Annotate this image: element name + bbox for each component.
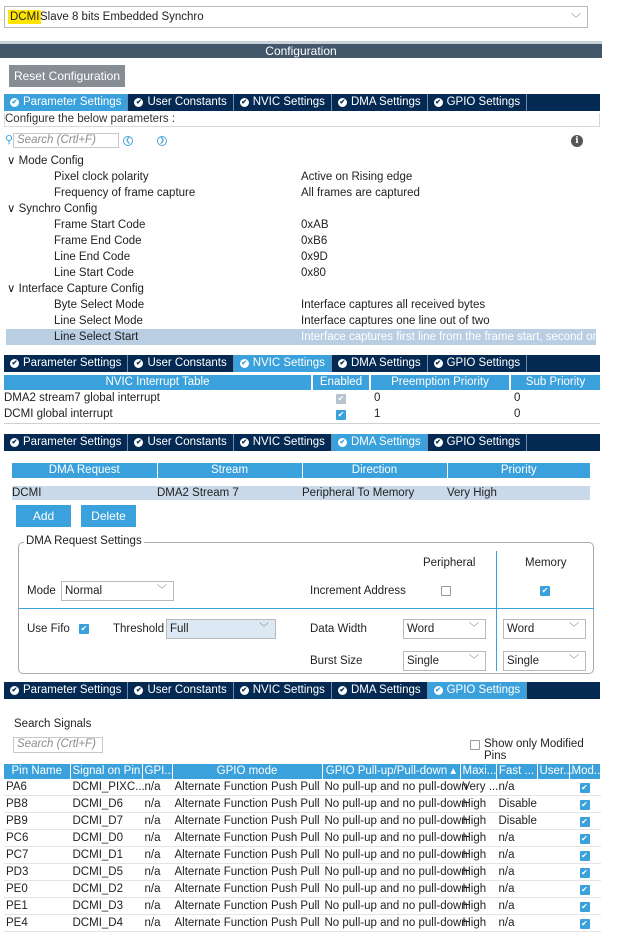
param-name: Line End Code xyxy=(54,251,131,263)
max-speed: High xyxy=(460,881,496,898)
param-value[interactable]: 0x9D xyxy=(301,251,328,263)
chevron-down-icon: ﹀ xyxy=(469,623,479,634)
modified-checkbox[interactable]: ✔ xyxy=(581,868,588,877)
modified-checkbox[interactable]: ✔ xyxy=(581,783,588,792)
modified-checkbox[interactable]: ✔ xyxy=(581,817,588,826)
tab-parameter-settings[interactable] xyxy=(4,94,128,111)
dma-mode-select[interactable] xyxy=(61,581,174,601)
user-label xyxy=(537,847,569,864)
group-mode-config[interactable] xyxy=(7,153,84,169)
signal-search-input[interactable]: Search (Crtl+F) xyxy=(13,737,103,753)
show-modified-checkbox[interactable] xyxy=(470,740,480,750)
data-width-peripheral-value: Word xyxy=(407,623,435,635)
gpio-header[interactable]: GPIO Pull-up/Pull-down ▴ xyxy=(322,764,460,779)
chevron-down-icon: ﹀ xyxy=(157,585,167,596)
param-value[interactable]: All frames are captured xyxy=(301,187,420,199)
fast-mode: n/a xyxy=(496,779,537,796)
tab-gpio-settings[interactable] xyxy=(428,355,528,372)
check-icon: ✔ xyxy=(11,99,18,106)
dma-request: DCMI xyxy=(12,487,42,499)
nvic-header: Preemption Priority xyxy=(370,375,510,390)
add-button[interactable]: Add xyxy=(16,505,71,527)
fast-mode: n/a xyxy=(496,898,537,915)
signal-on-pin: DCMI_D7 xyxy=(70,813,142,830)
param-value[interactable]: 0xB6 xyxy=(301,235,328,247)
tab-bar-parameters xyxy=(4,94,600,111)
modified-checkbox[interactable]: ✔ xyxy=(581,834,588,843)
modified-checkbox[interactable]: ✔ xyxy=(581,851,588,860)
param-value[interactable]: 0xAB xyxy=(301,219,329,231)
dma-mode-value: Normal xyxy=(65,585,103,597)
param-name: Byte Select Mode xyxy=(54,299,145,311)
chevron-down-icon: ﹀ xyxy=(569,655,579,666)
gpio-output-level: n/a xyxy=(142,898,172,915)
group-synchro-config[interactable] xyxy=(7,201,97,217)
signal-on-pin: DCMI_D3 xyxy=(70,898,142,915)
tab-nvic-settings[interactable] xyxy=(234,355,332,372)
tab-dma-settings[interactable] xyxy=(332,434,428,451)
check-icon: ✔ xyxy=(435,360,442,367)
gpio-header[interactable]: Fast ... xyxy=(496,764,537,779)
user-label xyxy=(537,915,569,932)
mode-label: Mode xyxy=(27,585,56,597)
max-speed: High xyxy=(460,796,496,813)
chevron-down-icon: ﹀ xyxy=(571,14,581,25)
table-row[interactable] xyxy=(4,779,600,796)
check-icon: ✔ xyxy=(241,687,248,694)
param-search-input[interactable]: Search (Crtl+F) xyxy=(13,133,119,148)
user-label xyxy=(537,779,569,796)
use-fifo-checkbox[interactable]: ✔ xyxy=(80,624,88,633)
param-name: Line Select Mode xyxy=(54,315,143,327)
check-icon: ✔ xyxy=(435,99,442,106)
check-icon: ✔ xyxy=(241,439,248,446)
nvic-name: DCMI global interrupt xyxy=(4,408,113,420)
gpio-pull: No pull-up and no pull-down xyxy=(322,864,460,881)
nvic-name: DMA2 stream7 global interrupt xyxy=(4,392,160,404)
signal-on-pin: DCMI_D5 xyxy=(70,864,142,881)
gpio-header[interactable]: GPIO mode xyxy=(172,764,322,779)
gpio-mode: Alternate Function Push Pull xyxy=(172,779,322,796)
param-name: Frame Start Code xyxy=(54,219,146,231)
mode-value: Slave 8 bits Embedded Synchro xyxy=(40,11,204,23)
gpio-header[interactable]: Pin Name xyxy=(4,764,70,779)
previous-arrow-icon[interactable]: ❮ xyxy=(123,136,133,146)
param-value[interactable]: Interface captures first line from the frame start, second one b... xyxy=(301,331,624,343)
dcmi-mode-select[interactable] xyxy=(4,6,588,28)
tab-user-constants[interactable] xyxy=(128,94,233,111)
tab-label: User Constants xyxy=(147,684,227,696)
pin-name: PE0 xyxy=(4,881,70,898)
gpio-pull: No pull-up and no pull-down xyxy=(322,881,460,898)
tab-label: NVIC Settings xyxy=(252,96,325,108)
enabled-checkbox: ✔ xyxy=(337,394,345,403)
modified-checkbox[interactable]: ✔ xyxy=(581,902,588,911)
check-icon: ✔ xyxy=(339,99,346,106)
nvic-header: Enabled xyxy=(312,375,370,390)
next-arrow-icon[interactable]: ❯ xyxy=(157,136,167,146)
max-speed: High xyxy=(460,847,496,864)
tab-label: User Constants xyxy=(147,436,227,448)
pin-name: PA6 xyxy=(4,779,70,796)
table-row[interactable] xyxy=(4,796,600,813)
tab-label: DMA Settings xyxy=(350,96,421,108)
chevron-down-icon: ﹀ xyxy=(469,655,479,666)
signal-on-pin: DCMI_D0 xyxy=(70,830,142,847)
tab-label: GPIO Settings xyxy=(446,436,521,448)
enabled-checkbox[interactable]: ✔ xyxy=(337,410,345,419)
signal-on-pin: DCMI_D1 xyxy=(70,847,142,864)
check-icon: ✔ xyxy=(136,687,142,694)
pin-name: PC6 xyxy=(4,830,70,847)
tab-label: NVIC Settings xyxy=(252,357,325,369)
dma-header: Direction xyxy=(302,463,447,478)
nvic-sub[interactable]: 0 xyxy=(514,392,521,404)
tab-label: Parameter Settings xyxy=(23,357,122,369)
group-label: Synchro Config xyxy=(18,203,98,215)
modified-checkbox[interactable]: ✔ xyxy=(581,885,588,894)
gpio-pull: No pull-up and no pull-down xyxy=(322,830,460,847)
gpio-pull: No pull-up and no pull-down xyxy=(322,779,460,796)
dcmi-tag: DCMI xyxy=(10,11,40,23)
gpio-mode: Alternate Function Push Pull xyxy=(172,813,322,830)
gpio-mode: Alternate Function Push Pull xyxy=(172,881,322,898)
fast-mode: n/a xyxy=(496,881,537,898)
gpio-mode: Alternate Function Push Pull xyxy=(172,915,322,932)
tab-label: User Constants xyxy=(147,357,227,369)
signal-on-pin: DCMI_D4 xyxy=(70,915,142,932)
pin-name: PC7 xyxy=(4,847,70,864)
gpio-mode: Alternate Function Push Pull xyxy=(172,796,322,813)
tab-label: DMA Settings xyxy=(350,684,421,696)
check-icon: ✔ xyxy=(11,439,18,446)
chevron-down-icon: ∨ xyxy=(7,155,16,167)
check-icon: ✔ xyxy=(136,439,142,446)
tab-label: DMA Settings xyxy=(350,357,421,369)
user-label xyxy=(537,881,569,898)
tab-bar-dma xyxy=(4,434,600,451)
reset-configuration-button[interactable]: Reset Configuration xyxy=(9,65,125,87)
check-icon: ✔ xyxy=(241,360,248,367)
signal-on-pin: DCMI_PIXC... xyxy=(70,779,142,796)
max-speed: Very ... xyxy=(460,779,496,796)
memory-increment-checkbox[interactable]: ✔ xyxy=(541,586,549,595)
check-icon: ✔ xyxy=(339,687,346,694)
modified-checkbox[interactable]: ✔ xyxy=(581,800,588,809)
tab-parameter-settings[interactable] xyxy=(4,682,128,699)
dma-settings-title: DMA Request Settings xyxy=(26,535,142,547)
gpio-header[interactable]: Mod... xyxy=(569,764,600,779)
column-separator xyxy=(496,551,497,671)
fast-mode: n/a xyxy=(496,915,537,932)
dma-stream: DMA2 Stream 7 xyxy=(157,487,239,499)
dma-header: DMA Request xyxy=(12,463,157,478)
signal-on-pin: DCMI_D6 xyxy=(70,796,142,813)
show-modified-label: Show only Modified Pins xyxy=(484,738,584,762)
tab-bar-gpio xyxy=(4,682,600,699)
threshold-select[interactable] xyxy=(166,619,276,639)
check-icon: ✔ xyxy=(136,99,142,106)
check-icon: ✔ xyxy=(435,439,442,446)
gpio-mode: Alternate Function Push Pull xyxy=(172,898,322,915)
pin-name: PE1 xyxy=(4,898,70,915)
dma-priority: Very High xyxy=(447,487,497,499)
tab-user-constants[interactable] xyxy=(128,682,233,699)
gpio-pull: No pull-up and no pull-down xyxy=(322,796,460,813)
group-label: Interface Capture Config xyxy=(18,283,144,295)
check-icon: ✔ xyxy=(11,360,18,367)
use-fifo-label: Use Fifo xyxy=(27,623,70,635)
increment-address-label: Increment Address xyxy=(310,585,406,597)
param-value[interactable]: Interface captures all received bytes xyxy=(301,299,486,311)
tab-dma-settings[interactable] xyxy=(332,94,428,111)
gpio-output-level: n/a xyxy=(142,830,172,847)
nvic-sub[interactable]: 0 xyxy=(514,408,521,420)
table-row[interactable] xyxy=(4,830,600,847)
gpio-header[interactable]: Signal on Pin xyxy=(70,764,142,779)
fast-mode: Disable xyxy=(496,813,537,830)
tab-label: User Constants xyxy=(147,96,227,108)
tab-gpio-settings[interactable] xyxy=(428,434,528,451)
chevron-down-icon: ∨ xyxy=(7,203,16,215)
tab-label: DMA Settings xyxy=(350,436,421,448)
gpio-header[interactable]: User... xyxy=(537,764,569,779)
gpio-output-level: n/a xyxy=(142,915,172,932)
tab-gpio-settings[interactable] xyxy=(428,682,528,699)
tab-gpio-settings[interactable] xyxy=(428,94,528,111)
signal-on-pin: DCMI_D2 xyxy=(70,881,142,898)
gpio-output-level: n/a xyxy=(142,864,172,881)
param-value[interactable]: Interface captures one line out of two xyxy=(301,315,490,327)
dma-header: Stream xyxy=(157,463,302,478)
tab-label: GPIO Settings xyxy=(446,684,521,696)
pin-name: PD3 xyxy=(4,864,70,881)
param-name: Frequency of frame capture xyxy=(54,187,196,199)
max-speed: High xyxy=(460,898,496,915)
tab-label: NVIC Settings xyxy=(252,684,325,696)
check-icon: ✔ xyxy=(339,439,346,446)
gpio-mode: Alternate Function Push Pull xyxy=(172,830,322,847)
max-speed: High xyxy=(460,830,496,847)
table-row[interactable] xyxy=(4,847,600,864)
burst-peripheral-value: Single xyxy=(407,655,439,667)
group-label: Mode Config xyxy=(18,155,84,167)
tab-parameter-settings[interactable] xyxy=(4,434,128,451)
tab-label: Parameter Settings xyxy=(23,684,122,696)
chevron-down-icon: ﹀ xyxy=(569,623,579,634)
divider xyxy=(4,423,600,424)
data-width-memory-select[interactable] xyxy=(503,619,586,639)
gpio-pull: No pull-up and no pull-down xyxy=(322,898,460,915)
pin-name: PB9 xyxy=(4,813,70,830)
tab-parameter-settings[interactable] xyxy=(4,355,128,372)
gpio-header[interactable]: GPI... xyxy=(142,764,172,779)
table-row[interactable] xyxy=(4,406,600,422)
threshold-value: Full xyxy=(170,623,189,635)
peripheral-increment-checkbox[interactable] xyxy=(441,586,451,596)
nvic-header: NVIC Interrupt Table xyxy=(4,375,312,390)
tab-dma-settings[interactable] xyxy=(332,682,428,699)
nvic-preemption[interactable]: 0 xyxy=(374,392,381,404)
gpio-mode: Alternate Function Push Pull xyxy=(172,864,322,881)
chevron-down-icon: ∨ xyxy=(7,283,16,295)
delete-button[interactable]: Delete xyxy=(81,505,136,527)
dma-header: Priority xyxy=(447,463,590,478)
tab-bar-nvic xyxy=(4,355,600,372)
gpio-header[interactable]: Maxi... xyxy=(460,764,496,779)
tab-label: GPIO Settings xyxy=(446,357,521,369)
user-label xyxy=(537,813,569,830)
param-name: Frame End Code xyxy=(54,235,142,247)
fast-mode: n/a xyxy=(496,864,537,881)
user-label xyxy=(537,898,569,915)
burst-memory-select[interactable] xyxy=(503,651,586,671)
gpio-pull: No pull-up and no pull-down xyxy=(322,847,460,864)
tab-label: Parameter Settings xyxy=(23,436,122,448)
tab-dma-settings[interactable] xyxy=(332,355,428,372)
param-value[interactable]: Active on Rising edge xyxy=(301,171,413,183)
check-icon: ✔ xyxy=(11,687,18,694)
param-name: Pixel clock polarity xyxy=(54,171,149,183)
pin-name: PE4 xyxy=(4,915,70,932)
table-row[interactable] xyxy=(4,813,600,830)
table-row[interactable] xyxy=(4,390,600,406)
data-width-peripheral-select[interactable] xyxy=(403,619,486,639)
tab-user-constants[interactable] xyxy=(128,434,233,451)
burst-peripheral-select[interactable] xyxy=(403,651,486,671)
check-icon: ✔ xyxy=(241,99,248,106)
tab-user-constants[interactable] xyxy=(128,355,233,372)
max-speed: High xyxy=(460,915,496,932)
user-label xyxy=(537,864,569,881)
max-speed: High xyxy=(460,813,496,830)
user-label xyxy=(537,830,569,847)
param-name: Line Start Code xyxy=(54,267,134,279)
fast-mode: n/a xyxy=(496,830,537,847)
gpio-pull: No pull-up and no pull-down xyxy=(322,813,460,830)
check-icon: ✔ xyxy=(435,687,442,694)
check-icon: ✔ xyxy=(339,360,346,367)
param-value[interactable]: 0x80 xyxy=(301,267,326,279)
tab-nvic-settings[interactable] xyxy=(234,94,332,111)
peripheral-label: Peripheral xyxy=(423,557,476,569)
table-row[interactable] xyxy=(12,486,590,500)
check-icon: ✔ xyxy=(136,360,142,367)
nvic-table xyxy=(4,375,600,422)
sort-ascending-icon: ▴ xyxy=(447,765,457,777)
group-interface-capture-config[interactable] xyxy=(7,281,144,297)
user-label xyxy=(537,796,569,813)
info-icon[interactable]: i xyxy=(571,135,583,147)
dma-request-table xyxy=(12,463,590,500)
burst-size-label: Burst Size xyxy=(310,655,363,667)
search-icon: ⚲ xyxy=(5,134,14,146)
tab-label: Parameter Settings xyxy=(23,96,122,108)
nvic-preemption[interactable]: 1 xyxy=(374,408,381,420)
gpio-output-level: n/a xyxy=(142,813,172,830)
data-width-memory-value: Word xyxy=(507,623,535,635)
gpio-output-level: n/a xyxy=(142,847,172,864)
gpio-table xyxy=(4,764,604,932)
table-row[interactable] xyxy=(4,881,600,898)
gpio-output-level: n/a xyxy=(142,779,172,796)
burst-memory-value: Single xyxy=(507,655,539,667)
data-width-label: Data Width xyxy=(310,623,367,635)
gpio-mode: Alternate Function Push Pull xyxy=(172,847,322,864)
threshold-label: Threshold xyxy=(113,623,165,635)
parameters-hint: Configure the below parameters : xyxy=(4,113,600,127)
tab-nvic-settings[interactable] xyxy=(234,682,332,699)
modified-checkbox[interactable]: ✔ xyxy=(581,919,588,928)
tab-label: NVIC Settings xyxy=(252,436,325,448)
chevron-down-icon: ﹀ xyxy=(259,623,269,634)
gpio-output-level: n/a xyxy=(142,881,172,898)
fast-mode: n/a xyxy=(496,847,537,864)
memory-label: Memory xyxy=(525,557,567,569)
divider xyxy=(19,608,594,609)
max-speed: High xyxy=(460,864,496,881)
param-name: Line Select Start xyxy=(54,331,139,343)
dma-direction: Peripheral To Memory xyxy=(302,487,415,499)
pin-name: PB8 xyxy=(4,796,70,813)
table-row[interactable] xyxy=(4,915,600,932)
gpio-pull: No pull-up and no pull-down xyxy=(322,915,460,932)
table-row[interactable] xyxy=(4,898,600,915)
tab-label: GPIO Settings xyxy=(446,96,521,108)
tab-nvic-settings[interactable] xyxy=(234,434,332,451)
gpio-output-level: n/a xyxy=(142,796,172,813)
search-signals-label: Search Signals xyxy=(14,718,92,730)
fast-mode: Disable xyxy=(496,796,537,813)
configuration-header: Configuration xyxy=(0,41,602,58)
table-row[interactable] xyxy=(4,864,600,881)
nvic-header: Sub Priority xyxy=(510,375,600,390)
